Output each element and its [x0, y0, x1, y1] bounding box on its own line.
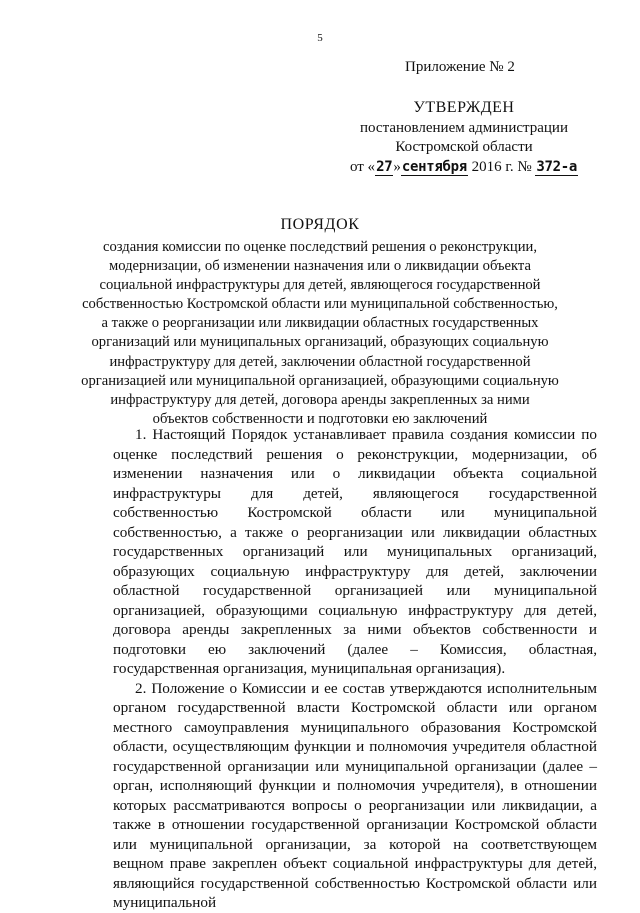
subtitle-line: собственностью Костромской области или муниципальной собственностью, — [82, 296, 558, 313]
subtitle-line: модернизации, об изменении назначения или о ликвидации объекта — [109, 258, 531, 275]
subtitle-line: инфраструктуру для детей, заключении областной государственной — [109, 353, 531, 370]
subtitle-line: организацией или муниципальной организацией, образующими социальную — [81, 372, 559, 389]
approval-line-2: Костромской области — [395, 139, 533, 155]
document-number: 372-а — [536, 158, 578, 175]
subtitle-line: социальной инфраструктуры для детей, являющегося государственной — [99, 277, 541, 294]
date-year: 2016 г. № — [471, 158, 532, 175]
approval-line-1: постановлением администрации — [360, 119, 568, 136]
approval-date-line — [318, 158, 610, 178]
date-month: сентября — [401, 158, 467, 175]
document-title: ПОРЯДОК — [280, 216, 360, 233]
document-subtitle — [0, 238, 640, 429]
date-day: 27 — [376, 158, 393, 175]
subtitle-line: создания комиссии по оценке последствий решения о реконструкции, — [103, 239, 537, 255]
subtitle-line: инфраструктуру для детей, договора аренды закрепленных за ними — [110, 391, 530, 408]
paragraph-2: 2. Положение о Комиссии и ее состав утверждаются исполнительным органом государственной власти Костромской области или органом местного самоуправления муниципального образования Костромской области, осуществляющим функции и полномочия учредителя областной государственной организации или муниципальной организации (далее – орган, исполняющий функции и полномочия учредителя), в отношении которых рассматриваются вопросы о реорганизации или ликвидации, а также в отношении государственной организации Костромской области или муниципальной организации, за которой на соответствующем вещном праве закреплен объект социальной инфраструктуры для детей, являющийся государственной собственностью Костромской области или муниципальной — [113, 679, 597, 911]
title-block — [0, 216, 640, 429]
date-prefix: от « — [349, 158, 376, 175]
appendix-label: Приложение № 2 — [405, 59, 515, 75]
approval-block — [318, 98, 610, 177]
subtitle-line: а также о реорганизации или ликвидации областных государственных — [101, 315, 539, 332]
document-body — [113, 425, 597, 913]
page-number: 5 — [317, 32, 323, 44]
paragraph-1: 1. Настоящий Порядок устанавливает правила создания комиссии по оценке последствий решения о реконструкции, модернизации, об изменении назначения или о ликвидации объекта социальной инфраструктуры для детей, являющегося государственной собственностью Костромской области или муниципальной собственностью, а также о реорганизации или ликвидации областных государственных организаций или муниципальных организаций, образующих социальную инфраструктуру для детей, заключении областной государственной организацией или муниципальной организацией, образующими социальную инфраструктуру для детей, договора аренды закрепленных за ними объектов собственности и подготовки ею заключений (далее – Комиссия, областная, государственная организация, муниципальная организация). — [113, 426, 597, 677]
subtitle-line: объектов собственности и подготовки ею заключений — [152, 410, 488, 427]
date-quote-close: » — [393, 158, 401, 175]
approval-title: УТВЕРЖДЕН — [413, 99, 515, 116]
subtitle-line: организаций или муниципальных организаций, образующих социальную — [91, 334, 549, 351]
